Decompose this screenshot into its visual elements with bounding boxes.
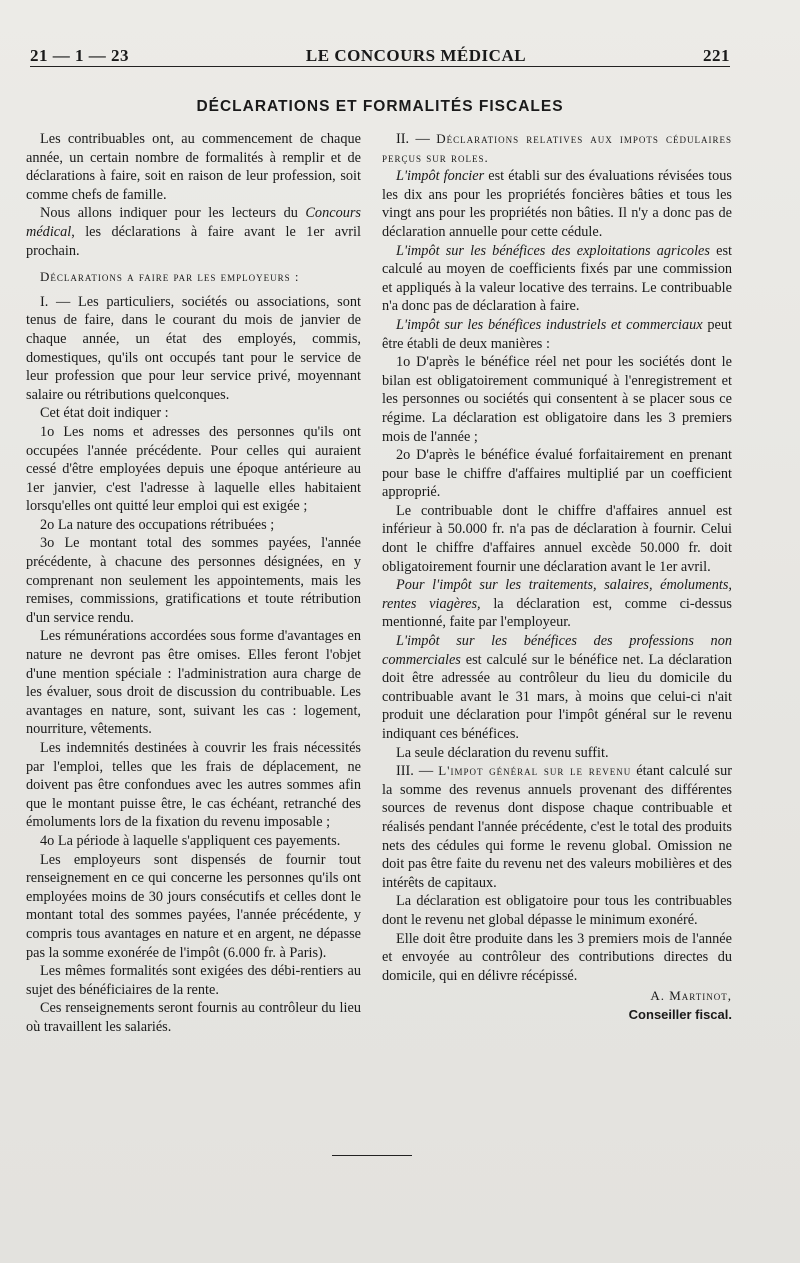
paragraph: Les contribuables ont, au commencement de chaque année, un certain nombre de formalités à remplir et de déclarations à faire, soit en raison de leur profession, soit comme chefs de famille. xyxy=(26,131,361,203)
paragraph: I. — Les particuliers, sociétés ou associations, sont tenus de faire, dans le courant du mois de janvier de chaque année, un état des employés, commis, domestiques, qu'ils ont occupés tant pour le service de leur profession que pour leur service privé, moyennant salaire ou rétributions quelconques. xyxy=(26,293,361,403)
article-title: DÉCLARATIONS ET FORMALITÉS FISCALES xyxy=(196,98,564,115)
paragraph: 4o La période à laquelle s'appliquent ces payements. xyxy=(40,832,341,849)
running-header xyxy=(30,40,730,67)
paragraph: L'impôt sur les bénéfices des exploitations agricoles est calculé au moyen de coefficients fixés par une commission et appliqués à la valeur locative des terrains. Le contribuable n'a donc pas de déclaration à faire. xyxy=(382,242,732,315)
paragraph: Cet état doit indiquer : xyxy=(40,405,169,422)
signature-name: A. Martinot, xyxy=(650,988,732,1004)
paragraph: 2o La nature des occupations rétribuées ; xyxy=(40,516,275,533)
section-heading-employers: Déclarations a faire par les employeurs : xyxy=(40,269,300,285)
issue-date: 21 — 1 — 23 xyxy=(30,46,129,65)
paragraph: Les mêmes formalités sont exigées des débi-rentiers au sujet des bénéficiaires de la rente. xyxy=(26,963,361,998)
paragraph: Les rémunérations accordées sous forme d'avantages en nature ne devront pas être omises. Elles feront l'objet d'une mention spéciale : l'administration aura charge de les évaluer, sous droit de discussion du contribuable. Les avantages en nature, sont, suivant les cas : logement, nourriture, vêtements. xyxy=(26,628,361,738)
paragraph: Les indemnités destinées à couvrir les frais nécessités par l'emploi, telles que les frais de déplacement, ne doivent pas être confondues avec les autres sommes afin que le montant puisse être, le cas échéant, retranché des émoluments lors de la fixation du revenu imposable ; xyxy=(26,740,361,831)
paragraph: Elle doit être produite dans les 3 premiers mois de l'année et envoyée au contrôleur des contributions directes du domicile, qui en délivre récépissé. xyxy=(382,930,732,984)
paragraph: III. — L'impot général sur le revenu étant calculé sur la somme des revenus annuels provenant des différentes sources de revenus dont dispose chaque contribuable et réalisés pendant l'année précédente, c'est le total des produits nets des cédules qui forme le revenu global. Omission ne doit pas être faite du revenu net des valeurs mobilières et des intérêts de capitaux. xyxy=(382,763,732,891)
paragraph: Pour l'impôt sur les traitements, salaires, émoluments, rentes viagères, la déclaration est, comme ci-dessus mentionné, faite par l'employeur. xyxy=(382,577,732,631)
paragraph: L'impôt sur les bénéfices des professions non commerciales est calculé sur le bénéfice net. La déclaration doit être adressée au contrôleur du lieu du domicile du contribuable avant le 31 mars, à moins que celui-ci n'ait produit une déclaration pour l'impôt général sur le revenu indiquant ces bénéfices. xyxy=(382,633,732,742)
paragraph: Nous allons indiquer pour les lecteurs du Concours médical, les déclarations à faire avant le 1er avril prochain. xyxy=(26,205,361,259)
paragraph: 1o D'après le bénéfice réel net pour les sociétés dont le bilan est obligatoirement communiqué à l'enregistrement et les personnes ou sociétés qui consentent à se placer sous ce régime. La déclaration est obligatoire dans les 3 premiers mois de l'année ; xyxy=(382,354,732,445)
section-heading-cedular-taxes: II. — Déclarations relatives aux impots cédulaires perçus sur roles. xyxy=(382,131,732,165)
paragraph: Ces renseignements seront fournis au contrôleur du lieu où travaillent les salariés. xyxy=(26,1000,361,1035)
paragraph: 1o Les noms et adresses des personnes qu'ils ont occupées l'année précédente. Pour celles qui auraient cessé d'être employées depuis une époque antérieure au 1er janvier, c'est l'adresse à laquelle elles habitaient lorsqu'elles ont quitté leur emploi qui est exigée ; xyxy=(26,423,361,515)
end-rule xyxy=(332,1155,412,1156)
left-column xyxy=(26,130,361,1037)
paragraph: Le contribuable dont le chiffre d'affaires annuel est inférieur à 50.000 fr. n'a pas de déclaration à fournir. Celui dont le chiffre d'affaires annuel excède 50.000 fr. doit obligatoirement fournir une déclaration avant le 1er avril. xyxy=(382,502,732,575)
paragraph: L'impôt sur les bénéfices industriels et commerciaux peut être établi de deux manières : xyxy=(382,316,732,352)
paragraph: 2o D'après le bénéfice évalué forfaitairement en prenant pour base le chiffre d'affaires multiplié par un coefficient approprié. xyxy=(382,447,732,501)
paragraph: La seule déclaration du revenu suffit. xyxy=(396,744,609,761)
paragraph: 3o Le montant total des sommes payées, l'année précédente, à chacune des personnes désignées, en y comprenant non seulement les appointements, mais les remises, commissions, gratifications et toute rétribution d'un service rendu. xyxy=(26,535,361,626)
page-number: 221 xyxy=(702,46,730,65)
paragraph: L'impôt foncier est établi sur des évaluations révisées tous les dix ans pour les propriétés foncières bâties et tous les vingt ans pour les propriétés non bâties. Il n'y a donc pas de déclaration annuelle pour cette cédule. xyxy=(382,168,732,240)
paragraph: Les employeurs sont dispensés de fournir tout renseignement en ce qui concerne les personnes qu'ils ont employées moins de 30 jours consécutifs et celles dont le montant total des sommes payées, l'année précédente, y compris tous avantages en nature et en argent, ne dépasse pas la somme exonérée de l'impôt (6.000 fr. à Paris). xyxy=(26,851,361,961)
journal-title: LE CONCOURS MÉDICAL xyxy=(305,46,527,65)
paragraph: La déclaration est obligatoire pour tous les contribuables dont le revenu net global dépasse le minimum exonéré. xyxy=(382,893,732,928)
signature-role: Conseiller fiscal. xyxy=(628,1006,732,1022)
signature-block xyxy=(382,987,732,1024)
right-column xyxy=(382,130,732,1025)
